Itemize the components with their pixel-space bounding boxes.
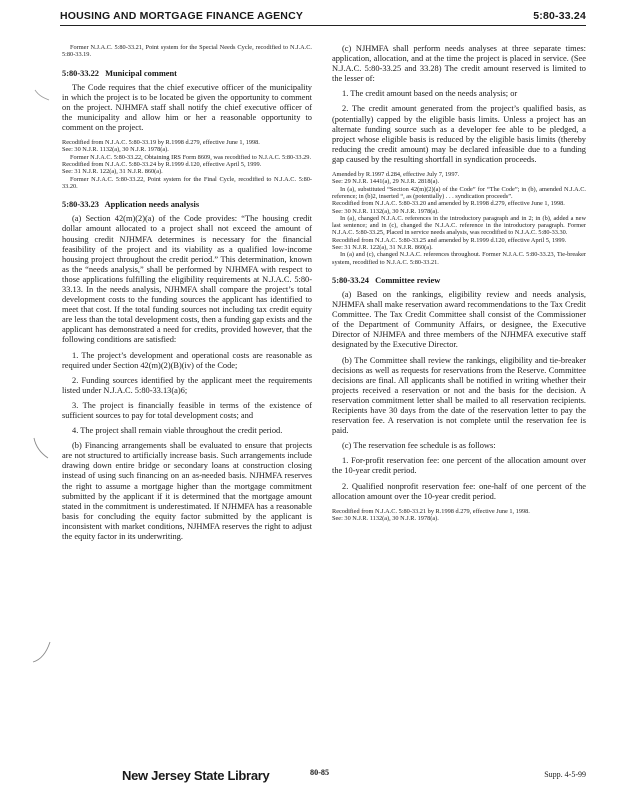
page-footer [60,768,586,788]
committee-para-b: (b) The Committee shall review the rankings, eligibility and tie-breaker decisions as well as requests for reservations from the Reserve. Committee decisions are final. All applicants shall be notified in writing whether their projects received a reservation or not and the basis for the decision. A reservation commitment letter shall be mailed to all reservation recipients. Recipients have 30 days from the date of the reservation letter to pay the reservation fee. A reservation is not complete until the reservation fee is paid. [332,355,586,436]
section-heading-committee [332,276,586,286]
history-line: Recodified from N.J.A.C. 5:80-33.21 by R.1998 d.279, effective June 1, 1998. [332,507,530,515]
section-title: Committee review [375,275,441,285]
section-heading-application [62,200,312,210]
condition-item: 4. The project shall remain viable throughout the credit period. [72,426,283,436]
section-title: Application needs analysis [104,200,200,210]
committee-para-c: (c) The reservation fee schedule is as follows: [342,441,496,451]
condition-item: 2. Funding sources identified by the applicant meet the requirements listed under N.J.A.C. 5:80-33.13(a)6; [62,375,312,395]
fee-item: 1. For-profit reservation fee: one percent of the allocation amount over the 10-year credit period. [332,456,586,476]
history-line: See: 30 N.J.R. 1132(a), 30 N.J.R. 1978(a). [332,207,439,215]
section-number: 5:80-33.22 [62,68,99,78]
history-line: Recodified from N.J.A.C. 5:80-33.20 and amended by R.1998 d.279, effective June 1, 1998. [332,200,565,208]
history-note: In (a) and (c), changed N.J.A.C. references throughout. Former N.J.A.C. 5:80-33.23, Tie-breaker system, recodified to N.J.A.C. 5:80-33.21. [332,251,586,266]
history-note: In (a), changed N.J.A.C. references in the introductory paragraph and in 2; in (b), added a new last sentence; and in (c), changed the N.J.A.C. reference in the introductory paragraph. Former N.J.A.C. 5:80-33.25, Placed in service needs analysis, was recodified to N.J.A.C. 5:80-33.30. [332,214,586,237]
application-para-b: (b) Financing arrangements shall be evaluated to ensure that projects are not structured to artificially increase basis. Such arrangements include drawing down entire bridge or secondary loans at construction closing instead of using such financing on an as-needed basis. NJHMFA reserves the right to assume a mortgage higher than the mortgage commitment submitted by the applicant if it is determined that the mortgage amount stated in the commitment is underestimated. If NJHMFA has a reasonable basis for concluding the equity factor submitted by the applicant is inconsistent with market conditions, NJHMFA reserves the right to adjust the equity factor in its underwriting. [62,441,312,542]
margin-mark-icon [30,640,52,664]
application-para-c: (c) NJHMFA shall perform needs analyses at three separate times: application, allocation, and at the time the project is placed in service. (See N.J.A.C. 5:80-33.25 and 33.28) The credit amount reserved is limited to the lesser of: [332,44,586,84]
condition-item: 3. The project is financially feasible in terms of the existence of sufficient sources to pay for total development costs; and [62,400,312,421]
history-line: Recodified from N.J.A.C. 5:80-33.19 by R.1998 d.279, effective June 1, 1998. [62,139,260,147]
margin-mark-icon [32,436,50,460]
history-line: See: 29 N.J.R. 1441(a), 29 N.J.R. 2818(a). [332,178,440,186]
history-line: Amended by R.1997 d.284, effective July 7, 1997. [332,171,460,179]
margin-mark-icon [34,88,50,102]
history-line: Recodified from N.J.A.C. 5:80-33.24 by R.1999 d.120, effective April 5, 1999. [62,161,262,169]
right-column [332,44,586,522]
header-section-range: 5:80-33.24 [533,10,586,22]
page-number: 80-85 [310,768,330,777]
section-number: 5:80-33.23 [62,200,99,210]
history-line: See: 31 N.J.R. 122(a), 31 N.J.R. 860(a). [332,244,433,251]
application-para-a: (a) Section 42(m)(2)(a) of the Code provides: “The housing credit dollar amount allocated to a project shall not exceed the amount of housing credit NJHMFA determines is necessary for the financial feasibility of the project and its viability as a qualified low-income housing project throughout the credit period.” This determination, known as the “needs analysis,” shall be performed by NJHMFA with respect to those applications fulfilling the eligibility requirements at N.J.A.C. 5:80-33.13. In the needs analysis, NJHMFA shall compare the project’s total development costs to the funding sources the applicant has identified to meet that cost. If the total funding sources not including tax credit equity are less than the total development costs, then a funding gap exists and the applicant has demonstrated a need for credits, provided however, that the following conditions are satisfied: [62,214,312,345]
fee-item: 2. Qualified nonprofit reservation fee: one-half of one percent of the allocation amount over the 10-year credit period. [332,481,586,501]
credit-item: 2. The credit amount generated from the project’s qualified basis, as (potentially) capped by the eligible basis limits. Unless a project has an alternate funding source such as a developer fee able to be pledged, a project whose eligible basis is reduced by the eligible basis limits (thereby reducing the credit amount) may be declared infeasible due to a funding gap caused by the resulting shortfall in syndication proceeds. [332,104,586,164]
municipal-body: The Code requires that the chief executive officer of the municipality in which the project is to be located be given the opportunity to comment on the project. NJHMFA staff shall notify the chief executive officer of the municipality and allow him or her a reasonable opportunity to comment on the project. [62,82,312,133]
history-line: See: 30 N.J.R. 1132(a), 30 N.J.R. 1978(a). [62,146,169,154]
library-stamp: New Jersey State Library [122,768,270,783]
history-note: Former N.J.A.C. 5:80-33.22, Obtaining IRS Form 8609, was recodified to N.J.A.C. 5:80-33.29. [70,153,312,161]
section-title: Municipal comment [105,68,177,78]
supplement-date: Supp. 4-5-99 [544,770,586,779]
history-note: In (a), substituted “Section 42(m)(2)(a) of the Code” for “The Code”; in (b), amended N.J.A.C. reference; in (b)2, inserted “, as (potentially) . . . syndication proceeds”. [332,185,586,200]
section-number: 5:80-33.24 [332,275,369,285]
history-line: See: 30 N.J.R. 1132(a), 30 N.J.R. 1978(a). [332,515,439,523]
left-column [62,44,312,542]
history-line: Recodified from N.J.A.C. 5:80-33.25 and amended by R.1999 d.120, effective April 5, 1999. [332,236,567,244]
history-line: See: 31 N.J.R. 122(a), 31 N.J.R. 860(a). [62,168,163,176]
committee-para-a: (a) Based on the rankings, eligibility review and needs analysis, NJHMFA shall make reservation award recommendations to the Tax Credit Committee. The Tax Credit Committee shall consist of the Commissioner of the Department of Community Affairs, or designee, the Executive Director of NJHMFA and three members of the NJHMFA executive staff designated by the Executive Director. [332,289,586,350]
condition-item: 1. The project’s development and operational costs are reasonable as required under Section 42(m)(2)(B)(iv) of the Code; [62,350,312,370]
section-heading-municipal [62,69,312,79]
former-note: Former N.J.A.C. 5:80-33.21, Point system for the Special Needs Cycle, recodified to N.J.A.C. 5:80-33.19. [62,44,312,59]
credit-item: 1. The credit amount based on the needs analysis; or [342,89,518,99]
history-note: Former N.J.A.C. 5:80-33.22, Point system for the Final Cycle, recodified to N.J.A.C. 5:80-33.20. [62,175,312,190]
running-header [60,8,586,26]
header-agency: HOUSING AND MORTGAGE FINANCE AGENCY [60,10,304,22]
